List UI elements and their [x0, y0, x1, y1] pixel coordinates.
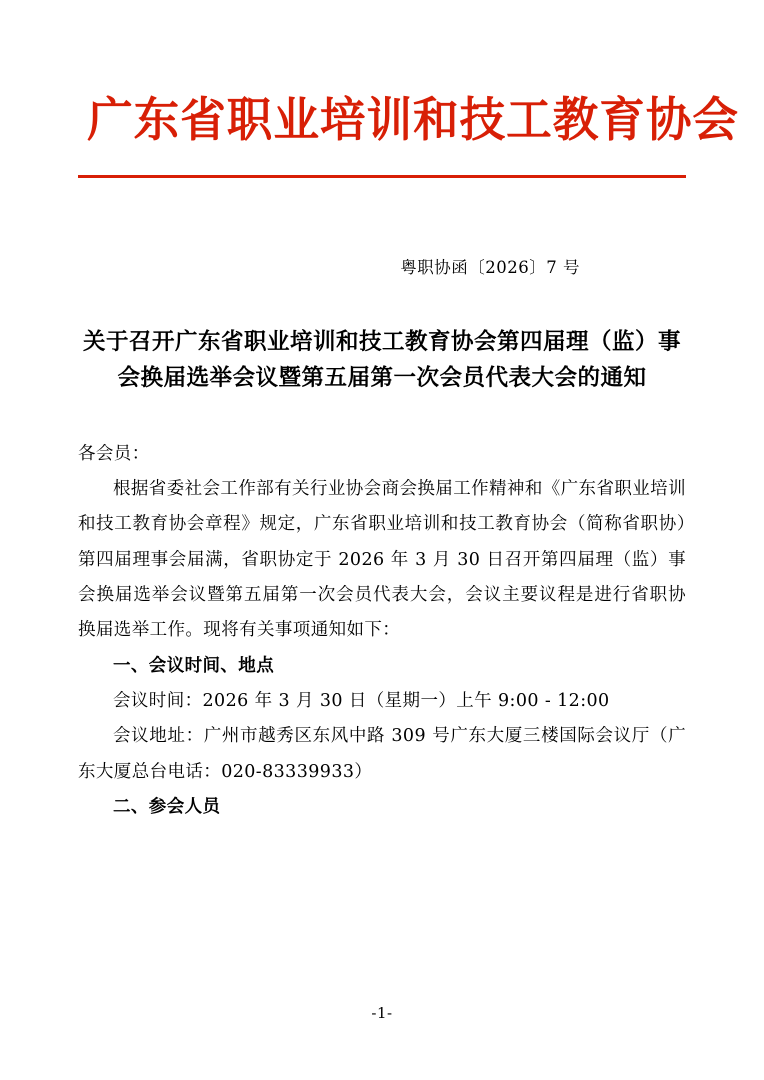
- document-number: 粤职协函〔2026〕7 号: [400, 257, 580, 277]
- document-title: 关于召开广东省职业培训和技工教育协会第四届理（监）事会换届选举会议暨第五届第一次会员代表大会的通知: [82, 328, 681, 392]
- document-body: [78, 437, 686, 826]
- letterhead-organization-title: 广东省职业培训和技工教育协会: [87, 93, 739, 148]
- body-paragraph-1: 根据省委社会工作部有关行业协会商会换届工作精神和《广东省职业培训和技工教育协会章程》规定，广东省职业培训和技工教育协会（简称省职协）第四届理事会届满，省职协定于 2026 年 3 月 30 日召开第四届理（监）事会换届选举会议暨第五届第一次会员代表大会，会议主要议程是进行省职协换届选举工作。现将有关事项通知如下：: [78, 478, 686, 641]
- section-1-line-1: 会议时间：2026 年 3 月 30 日（星期一）上午 9:00 - 12:00: [113, 691, 610, 712]
- letterhead: [78, 0, 739, 178]
- section-1-line-2: 会议地址：广州市越秀区东风中路 309 号广东大厦三楼国际会议厅（广东大厦总台电话：020-83339933）: [78, 726, 686, 782]
- salutation: 各会员：: [78, 443, 150, 464]
- section-heading-1: 一、会议时间、地点: [113, 655, 275, 676]
- page-number: -1-: [371, 1004, 393, 1022]
- section-heading-2: 二、参会人员: [113, 797, 221, 818]
- letterhead-divider: [78, 175, 686, 178]
